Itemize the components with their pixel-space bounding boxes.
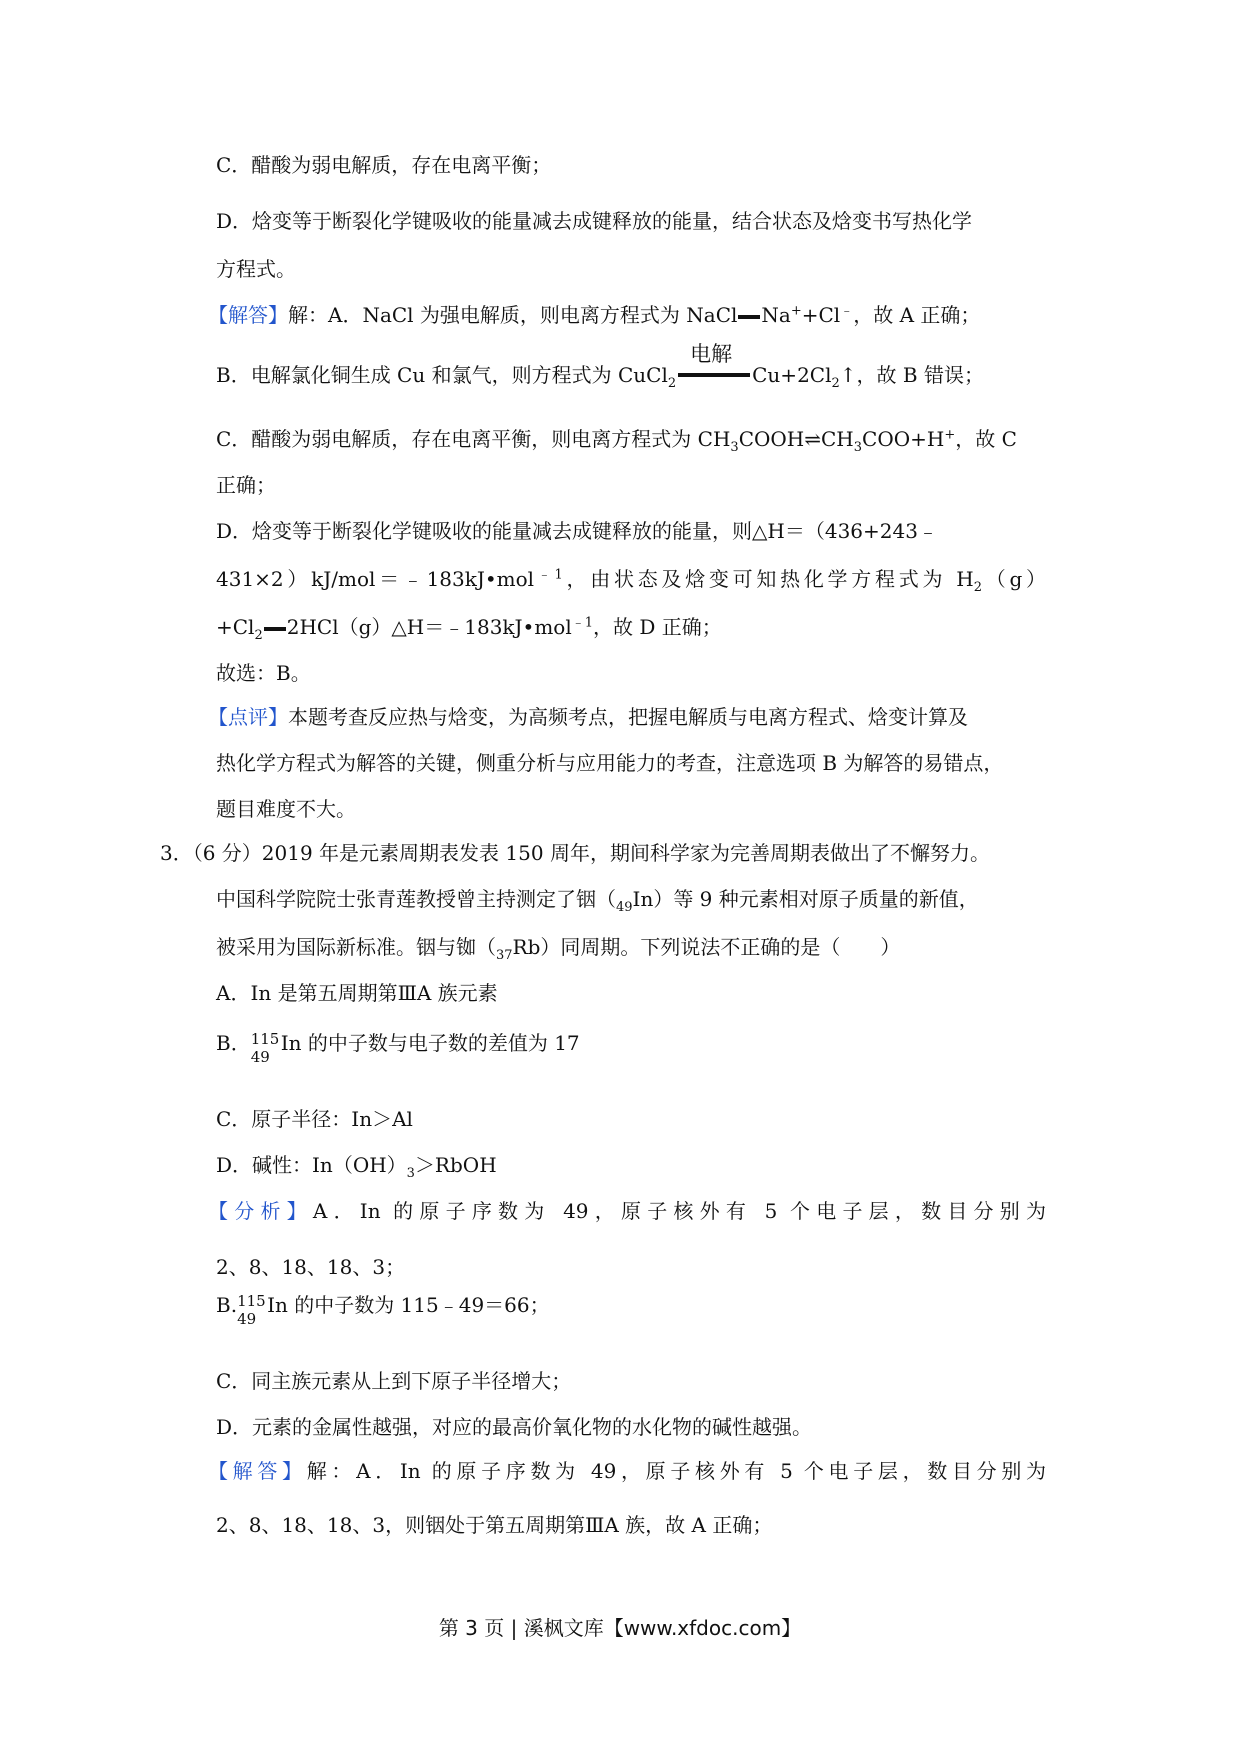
equals-sign xyxy=(264,627,286,631)
text-run: In 的中子数与电子数的差值为 17 xyxy=(280,1031,580,1055)
mass-number: 115 xyxy=(250,1030,280,1048)
text-line: 2、8、18、18、3，则铟处于第五周期第ⅢA 族，故 A 正确； xyxy=(216,1513,773,1537)
text-run: D．碱性：In（OH） xyxy=(216,1153,407,1177)
text-run: 本题考查反应热与焓变，为高频考点，把握电解质与电离方程式、焓变计算及 xyxy=(288,705,968,729)
atomic-number: 49 xyxy=(237,1310,257,1328)
condition-label: 电解 xyxy=(690,342,733,366)
text-run: Na xyxy=(761,303,791,327)
answer-line xyxy=(208,1458,1046,1484)
text-run: 解：A．NaCl 为强电解质，则电离方程式为 NaCl xyxy=(288,303,738,327)
text-run: B． xyxy=(216,1031,251,1055)
text-line: C．醋酸为弱电解质，存在电离平衡； xyxy=(216,153,552,177)
nuclide-notation xyxy=(237,1292,267,1328)
text-run: COOH⇌CH xyxy=(738,427,854,451)
subscript: 49 xyxy=(616,900,633,915)
atomic-number: 49 xyxy=(250,1048,270,1066)
analysis-tag: 【分析】 xyxy=(208,1199,313,1223)
text-line: 故选：B。 xyxy=(216,661,311,685)
text-line: 方程式。 xyxy=(216,257,296,281)
text-line xyxy=(216,426,1017,455)
superscript: ﹣1 xyxy=(534,567,563,583)
text-line: 正确； xyxy=(216,473,276,497)
text-line: 题目难度不大。 xyxy=(216,797,356,821)
text-line: D．焓变等于断裂化学键吸收的能量减去成键释放的能量，结合状态及焓变书写热化学 xyxy=(216,209,973,233)
text-run: In 的中子数为 115﹣49＝66； xyxy=(267,1293,550,1317)
mass-number: 115 xyxy=(237,1292,266,1310)
superscript: ﹣ xyxy=(840,303,854,319)
text-run: C．醋酸为弱电解质，存在电离平衡，则电离方程式为 CH xyxy=(216,427,731,451)
text-run: 被采用为国际新标准。铟与铷（ xyxy=(216,935,496,959)
text-line: C．同主族元素从上到下原子半径增大； xyxy=(216,1369,572,1393)
superscript: ﹣1 xyxy=(571,615,594,631)
superscript: + xyxy=(790,303,802,319)
reaction-condition xyxy=(676,342,752,388)
subscript: 3 xyxy=(853,440,863,455)
option-d xyxy=(216,1152,497,1181)
equals-sign xyxy=(738,315,760,319)
option-a: A．In 是第五周期第ⅢA 族元素 xyxy=(216,981,498,1005)
text-line xyxy=(216,614,722,643)
text-run: ，故 D 正确； xyxy=(593,615,722,639)
page-footer: 第 3 页 | 溪枫文库【www.xfdoc.com】 xyxy=(438,1616,802,1640)
text-run: ＞RbOH xyxy=(414,1153,497,1177)
answer-line xyxy=(208,302,980,328)
text-run: +Cl xyxy=(801,303,841,327)
text-run: B．电解氯化铜生成 Cu 和氯气，则方程式为 CuCl xyxy=(216,363,668,387)
superscript: + xyxy=(944,427,956,443)
comment-line xyxy=(208,704,968,730)
option-b xyxy=(216,1030,580,1066)
text-run: +Cl xyxy=(216,615,255,639)
text-run: ，故 C xyxy=(955,427,1017,451)
text-run: COO+H xyxy=(862,427,945,451)
text-run: ↑，故 B 错误； xyxy=(839,363,984,387)
text-line xyxy=(216,934,901,963)
analysis-line xyxy=(208,1198,1046,1224)
text-run: 2HCl（g）△H＝﹣183kJ•mol xyxy=(286,615,572,639)
text-line xyxy=(216,566,1046,595)
subscript: 2 xyxy=(831,376,840,391)
text-run: In）等 9 种元素相对原子质量的新值， xyxy=(632,887,979,911)
text-run: 431×2）kJ/mol＝﹣183kJ•mol xyxy=(216,567,535,591)
comment-tag: 【点评】 xyxy=(208,705,288,729)
text-line: 热化学方程式为解答的关键，侧重分析与应用能力的考查，注意选项 B 为解答的易错点， xyxy=(216,751,1004,775)
subscript: 3 xyxy=(730,440,739,455)
text-line: D．元素的金属性越强，对应的最高价氧化物的水化物的碱性越强。 xyxy=(216,1415,813,1439)
subscript: 37 xyxy=(496,948,513,963)
text-run: 中国科学院院士张青莲教授曾主持测定了铟（ xyxy=(216,887,616,911)
text-line xyxy=(216,342,984,391)
text-run: ，故 A 正确； xyxy=(853,303,981,327)
double-bar xyxy=(678,373,750,377)
text-line xyxy=(216,1292,550,1328)
answer-tag: 【解答】 xyxy=(208,1459,307,1483)
text-run: 解：A．In 的原子序数为 49，原子核外有 5 个电子层，数目分别为 xyxy=(306,1459,1047,1483)
subscript: 2 xyxy=(667,376,677,391)
option-c: C．原子半径：In＞Al xyxy=(216,1107,413,1131)
answer-tag: 【解答】 xyxy=(208,303,288,327)
nuclide-notation xyxy=(250,1030,281,1066)
text-line: 2、8、18、18、3； xyxy=(216,1255,406,1279)
subscript: 2 xyxy=(973,580,982,595)
text-line: D．焓变等于断裂化学键吸收的能量减去成键释放的能量，则△H＝（436+243﹣ xyxy=(216,519,938,543)
text-run: Cu+2Cl xyxy=(752,363,832,387)
text-run: B. xyxy=(216,1293,238,1317)
text-line xyxy=(216,886,979,915)
subscript: 2 xyxy=(254,628,263,643)
text-run: ，由状态及焓变可知热化学方程式为 H xyxy=(562,567,974,591)
text-run: Rb）同周期。下列说法不正确的是（ ） xyxy=(512,935,901,959)
subscript: 3 xyxy=(406,1166,415,1181)
text-run: （g） xyxy=(982,567,1046,591)
text-run: A．In 的原子序数为 49，原子核外有 5 个电子层，数目分别为 xyxy=(312,1199,1047,1223)
question-stem: 3．（6 分）2019 年是元素周期表发表 150 周年，期间科学家为完善周期表做出了不懈努力。 xyxy=(160,841,990,865)
